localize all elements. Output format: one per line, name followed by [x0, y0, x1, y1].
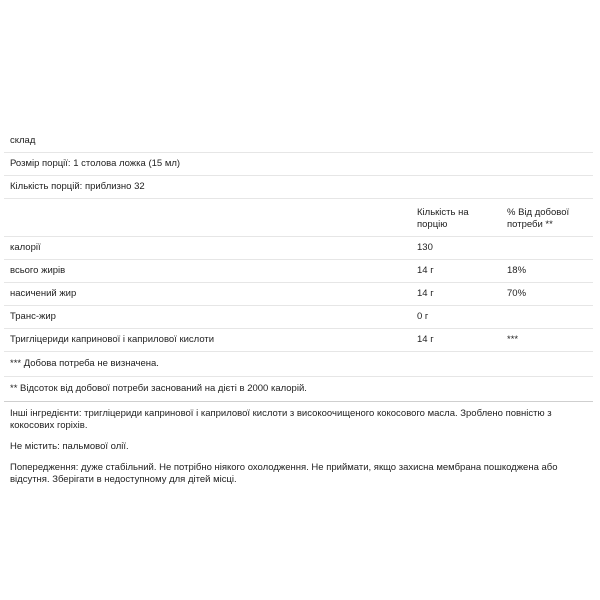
- serving-size: Розмір порції: 1 столова ложка (15 мл): [4, 153, 593, 176]
- footnote-row: [4, 377, 593, 402]
- nutrient-row: [4, 260, 593, 283]
- footnote-percent-daily-value: ** Відсоток від добової потреби заснований на дієті в 2000 калорій.: [4, 377, 593, 402]
- nutrient-row: [4, 283, 593, 306]
- section-title-row: [4, 130, 593, 153]
- section-title: склад: [4, 130, 593, 153]
- nutrient-name: насичений жир: [4, 283, 411, 306]
- nutrient-amount: 130: [411, 237, 501, 260]
- free-of-text: Не містить: пальмової олії.: [10, 441, 129, 452]
- nutrient-daily-value: [501, 237, 593, 260]
- servings-per-container-row: [4, 176, 593, 199]
- other-ingredients-text: Інші інгредієнти: тригліцериди капринової і каприлової кислоти з високоочищеного кокосового масла. Зроблено повністю з кокосових горіхів.: [10, 408, 552, 431]
- nutrient-name: калорії: [4, 237, 411, 260]
- nutrient-name: всього жирів: [4, 260, 411, 283]
- supplement-facts-panel: [4, 130, 597, 495]
- nutrient-daily-value: 70%: [501, 283, 593, 306]
- footnote-daily-value-not-established: *** Добова потреба не визначена.: [4, 352, 593, 377]
- amount-column-header: Кількість на порцію: [411, 199, 501, 237]
- daily-value-column-header: % Від добової потреби **: [501, 199, 593, 237]
- nutrient-daily-value: [501, 306, 593, 329]
- servings-per-container: Кількість порцій: приблизно 32: [4, 176, 593, 199]
- nutrient-amount: 14 г: [411, 260, 501, 283]
- column-header-row: [4, 199, 593, 237]
- nutrient-name: Транс-жир: [4, 306, 411, 329]
- supplement-facts-table: [4, 130, 593, 402]
- nutrient-row: [4, 329, 593, 352]
- nutrient-daily-value: 18%: [501, 260, 593, 283]
- nutrient-name: Тригліцериди капринової і каприлової кислоти: [4, 329, 411, 352]
- nutrient-amount: 0 г: [411, 306, 501, 329]
- serving-size-row: [4, 153, 593, 176]
- nutrient-row: [4, 306, 593, 329]
- warning-text: Попередження: дуже стабільний. Не потрібно ніякого охолодження. Не приймати, якщо захисна мембрана пошкоджена або відсутня. Зберігати в недоступному для дітей місці.: [10, 462, 558, 485]
- nutrient-daily-value: ***: [501, 329, 593, 352]
- nutrient-row: [4, 237, 593, 260]
- nutrient-column-header: [4, 199, 411, 237]
- nutrient-amount: 14 г: [411, 329, 501, 352]
- footnote-row: [4, 352, 593, 377]
- product-notes: [4, 402, 593, 486]
- nutrient-amount: 14 г: [411, 283, 501, 306]
